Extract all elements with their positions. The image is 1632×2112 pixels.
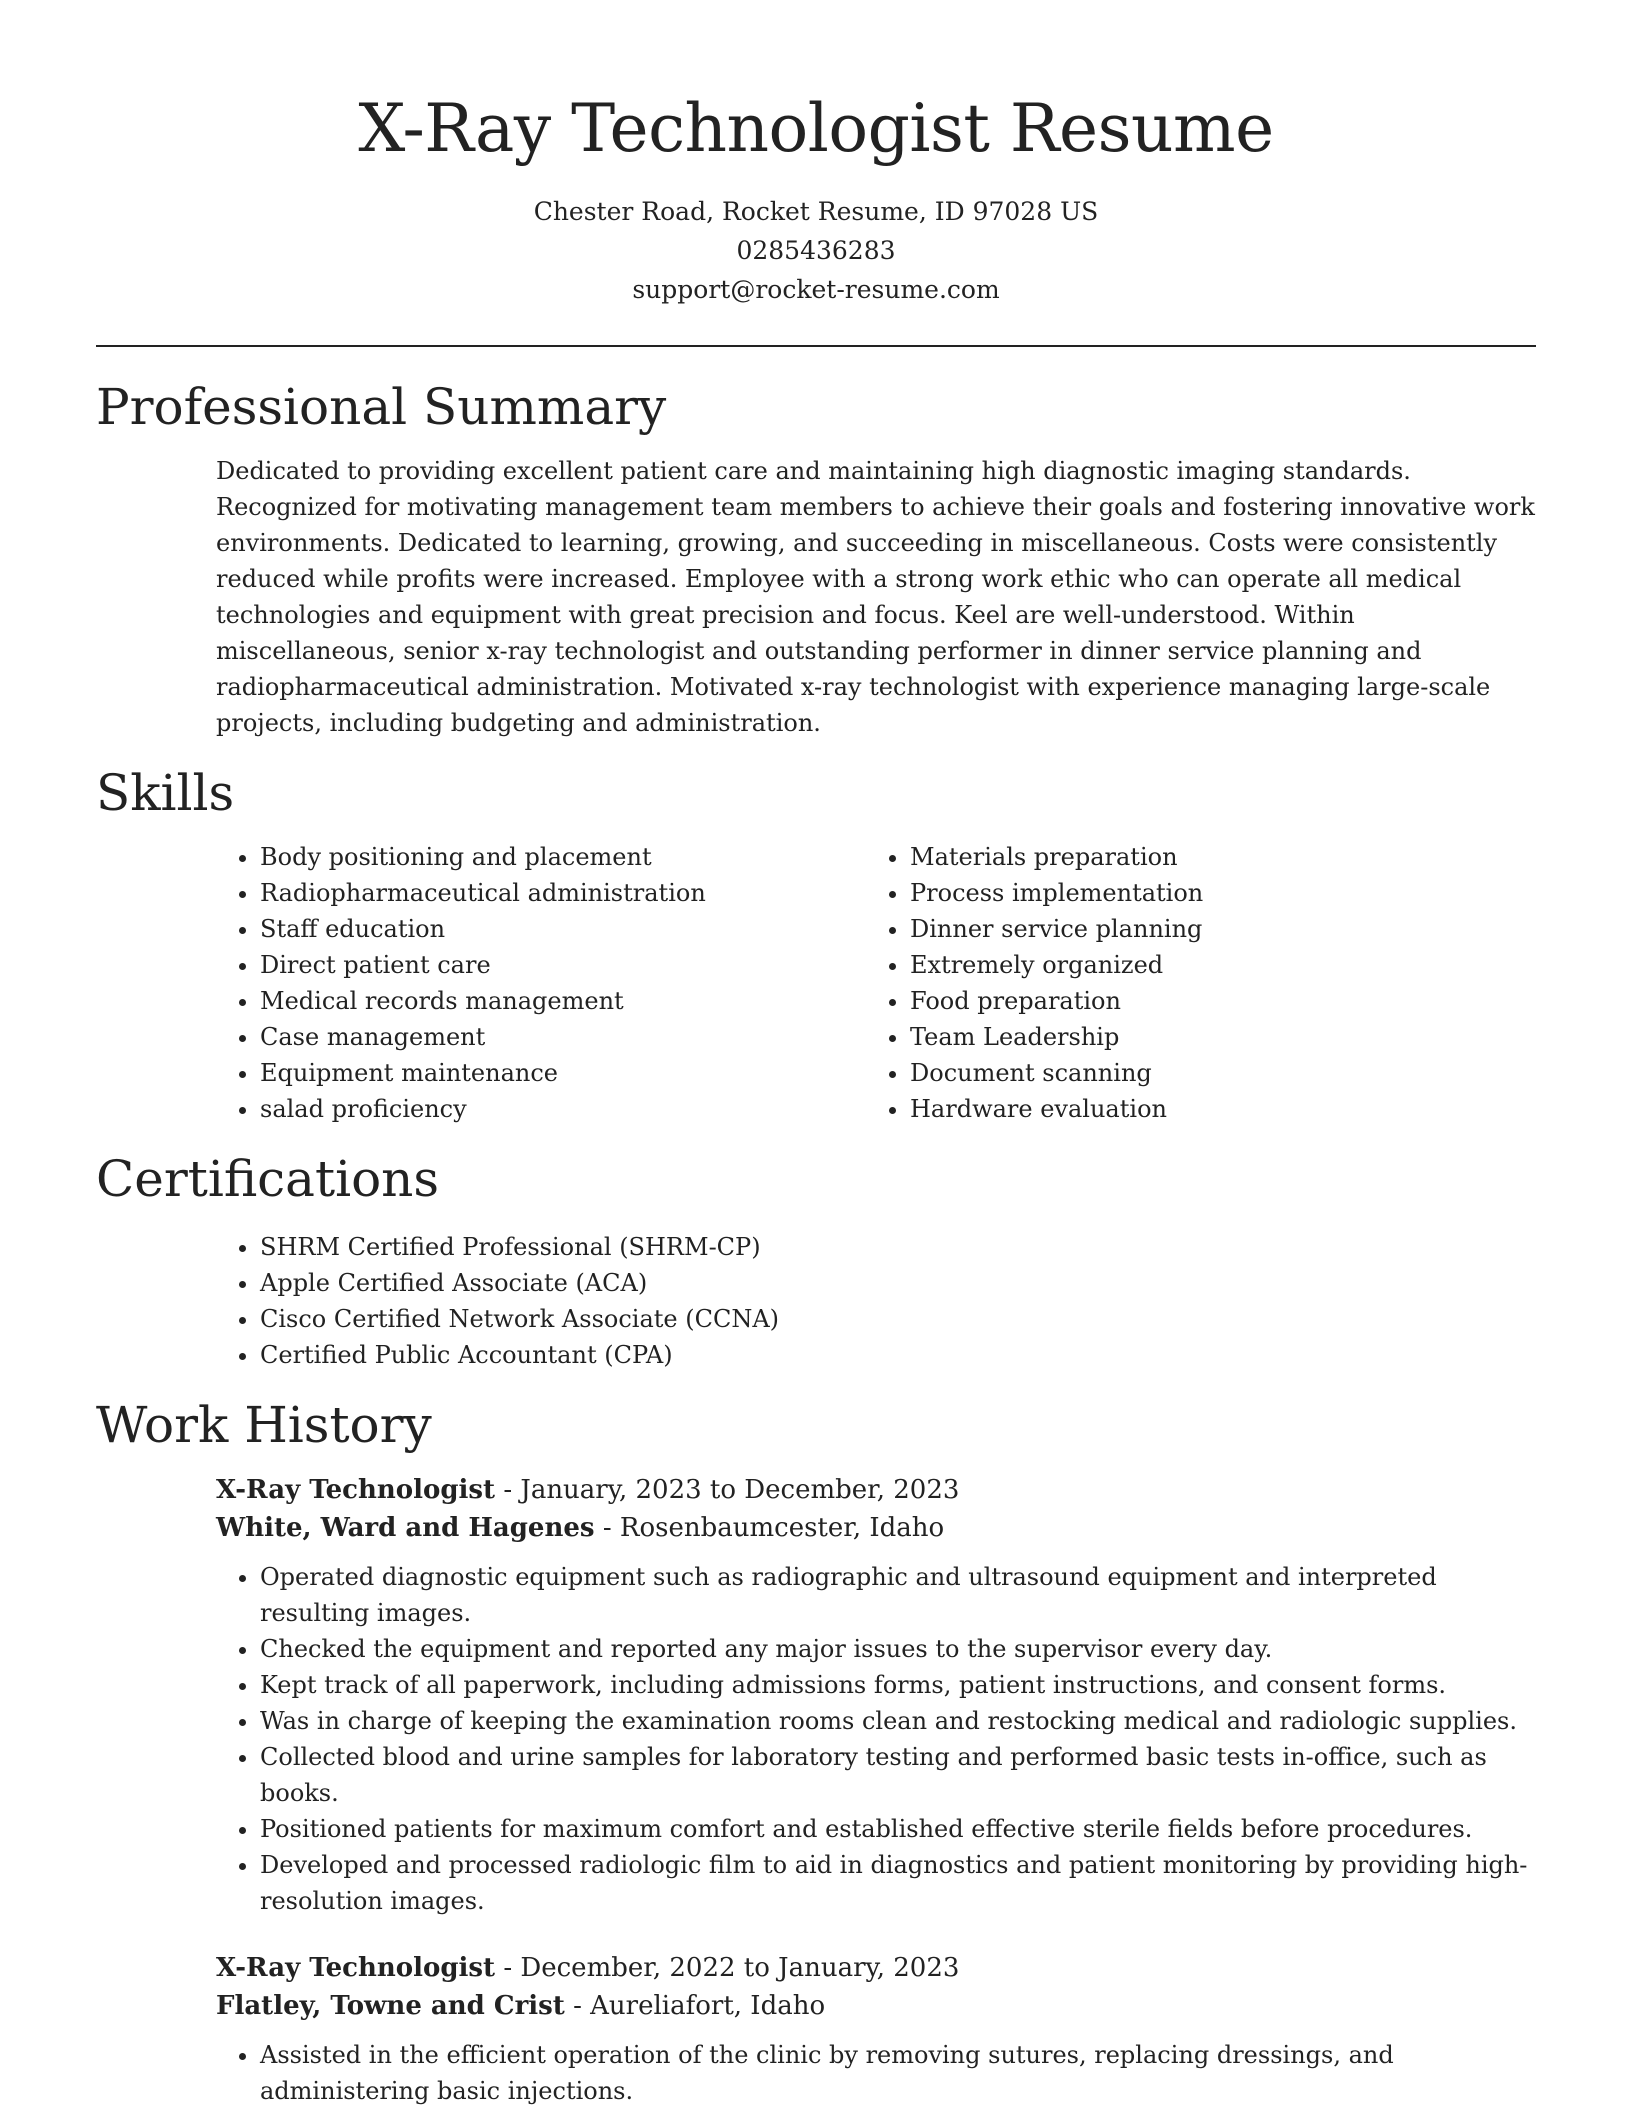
job-duties xyxy=(216,1559,1536,1919)
job-duty-item: • Checked the equipment and reported any major issues to the supervisor every day. xyxy=(260,1631,1536,1667)
certifications-heading: Certifications xyxy=(96,1150,440,1208)
job-company-line xyxy=(216,1987,1536,2025)
certification-item: • Cisco Certified Network Associate (CCNA) xyxy=(260,1301,1536,1337)
skill-item: • Staff education xyxy=(260,911,866,947)
skill-item: • Food preparation xyxy=(910,983,1516,1019)
job-title: X-Ray Technologist xyxy=(216,1953,496,1983)
job-duty-item: • Developed and processed radiologic film to aid in diagnostics and patient monitoring by providing high-resolution images. xyxy=(260,1847,1536,1919)
skill-item: • Dinner service planning xyxy=(910,911,1516,947)
job-location: Aureliafort, Idaho xyxy=(590,1991,826,2021)
skills-column-right xyxy=(866,839,1516,1127)
job-entry xyxy=(216,1471,1536,1919)
resume-page xyxy=(96,0,1536,2109)
summary-text: Dedicated to providing excellent patient care and maintaining high diagnostic imaging standards. Recognized for motivating management team members to achieve their goals and fostering innovative work environments. Dedicated to learning, growing, and succeeding in miscellaneous. Costs were consistently reduced while profits were increased. Employee with a strong work ethic who can operate all medical technologies and equipment with great precision and focus. Keel are well-understood. Within miscellaneous, senior x-ray technologist and outstanding performer in dinner service planning and radiopharmaceutical administration. Motivated x-ray technologist with experience managing large-scale projects, including budgeting and administration. xyxy=(216,457,1535,737)
header-divider xyxy=(96,345,1536,347)
certification-item: • SHRM Certified Professional (SHRM-CP) xyxy=(260,1229,1536,1265)
job-title-line xyxy=(216,1949,1536,1987)
certification-item: • Apple Certified Associate (ACA) xyxy=(260,1265,1536,1301)
contact-address: Chester Road, Rocket Resume, ID 97028 US xyxy=(533,197,1099,226)
skill-item: • Extremely organized xyxy=(910,947,1516,983)
job-title: X-Ray Technologist xyxy=(216,1475,496,1505)
job-title-line xyxy=(216,1471,1536,1509)
job-duty-item: • Operated diagnostic equipment such as radiographic and ultrasound equipment and interpreted resulting images. xyxy=(260,1559,1536,1631)
skill-item: • Body positioning and placement xyxy=(260,839,866,875)
job-company-line xyxy=(216,1509,1536,1547)
job-company: Flatley, Towne and Crist xyxy=(216,1991,565,2021)
contact-block xyxy=(96,192,1536,309)
job-location: Rosenbaumcester, Idaho xyxy=(619,1513,945,1543)
job-duty-item: • Collected blood and urine samples for laboratory testing and performed basic tests in-office, such as books. xyxy=(260,1739,1536,1811)
contact-email: support@rocket-resume.com xyxy=(632,275,1000,304)
job-separator: - xyxy=(594,1513,620,1543)
certification-item: • Certified Public Accountant (CPA) xyxy=(260,1337,1536,1373)
skill-item: • Hardware evaluation xyxy=(910,1091,1516,1127)
skill-item: • salad proficiency xyxy=(260,1091,866,1127)
skills-column-left xyxy=(216,839,866,1127)
job-separator: - xyxy=(495,1475,521,1505)
job-separator: - xyxy=(564,1991,591,2021)
skill-item: • Case management xyxy=(260,1019,866,1055)
job-duties xyxy=(216,2037,1536,2109)
job-separator: - xyxy=(495,1953,521,1983)
job-duty-item: • Positioned patients for maximum comfort and established effective sterile fields before procedures. xyxy=(260,1811,1536,1847)
job-duty-item: • Kept track of all paperwork, including admissions forms, patient instructions, and consent forms. xyxy=(260,1667,1536,1703)
skill-item: • Direct patient care xyxy=(260,947,866,983)
skill-item: • Equipment maintenance xyxy=(260,1055,866,1091)
skill-item: • Process implementation xyxy=(910,875,1516,911)
work-history-heading: Work History xyxy=(96,1396,432,1454)
job-company: White, Ward and Hagenes xyxy=(216,1513,595,1543)
skills-heading: Skills xyxy=(96,764,235,822)
summary-heading: Professional Summary xyxy=(96,378,667,436)
job-dates: January, 2023 to December, 2023 xyxy=(520,1475,960,1505)
skill-item: • Document scanning xyxy=(910,1055,1516,1091)
skill-item: • Medical records management xyxy=(260,983,866,1019)
certifications-list xyxy=(216,1229,1536,1373)
job-dates: December, 2022 to January, 2023 xyxy=(520,1953,960,1983)
skills-list xyxy=(216,839,1536,1127)
job-duty-item: • Assisted in the efficient operation of the clinic by removing sutures, replacing dressings, and administering basic injections. xyxy=(260,2037,1536,2109)
skill-item: • Team Leadership xyxy=(910,1019,1516,1055)
skill-item: • Materials preparation xyxy=(910,839,1516,875)
resume-title: X-Ray Technologist Resume xyxy=(358,90,1274,167)
contact-phone: 0285436283 xyxy=(736,236,896,265)
job-duty-item: • Was in charge of keeping the examination rooms clean and restocking medical and radiologic supplies. xyxy=(260,1703,1536,1739)
job-entry xyxy=(216,1949,1536,2109)
skill-item: • Radiopharmaceutical administration xyxy=(260,875,866,911)
